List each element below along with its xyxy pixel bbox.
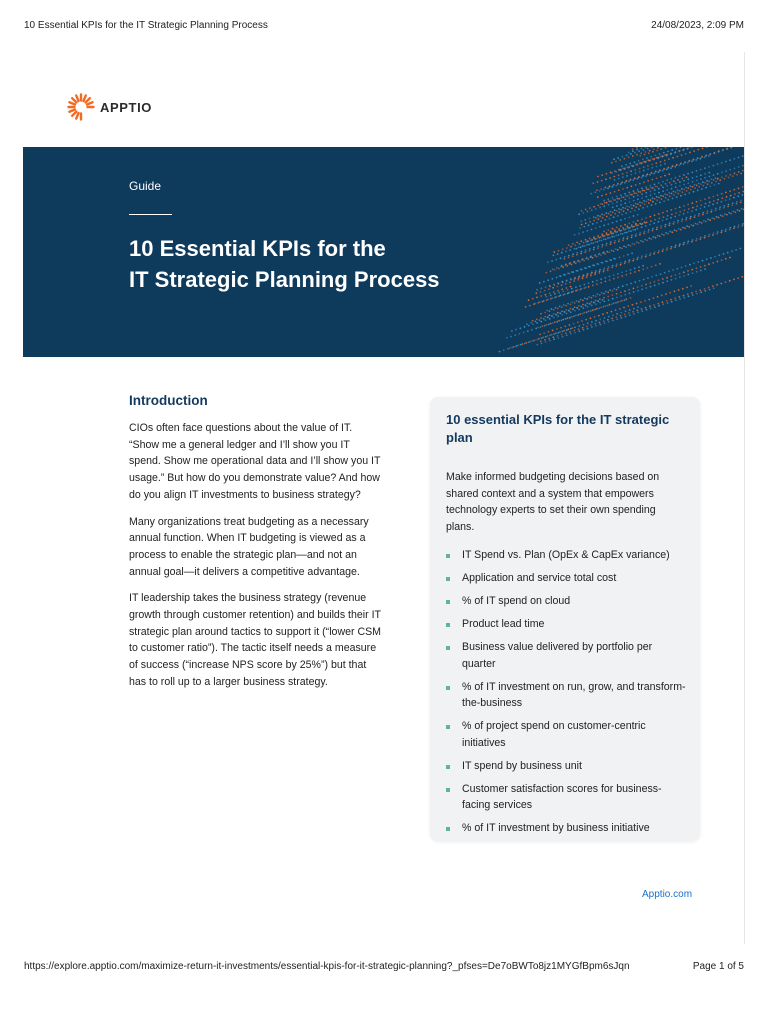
bullet-square-icon <box>446 600 450 604</box>
apptio-logo-text: APPTIO <box>100 99 152 115</box>
introduction-section <box>129 393 384 701</box>
print-header <box>24 20 744 34</box>
kpi-list-item-text: % of project spend on customer-centric initiatives <box>462 720 646 749</box>
kpi-list-item <box>446 679 686 712</box>
bullet-square-icon <box>446 686 450 690</box>
kpi-list-item-text: % of IT spend on cloud <box>462 595 571 607</box>
banner-eyebrow: Guide <box>129 179 162 193</box>
kpi-list-item-text: IT spend by business unit <box>462 759 582 772</box>
print-header-datetime: 24/08/2023, 2:09 PM <box>651 20 744 31</box>
bullet-square-icon <box>446 623 450 627</box>
bullet-square-icon <box>446 725 450 729</box>
kpi-list-item <box>446 718 686 751</box>
apptio-site-link[interactable]: Apptio.com <box>642 889 693 900</box>
kpi-list-item-text: Application and service total cost <box>462 572 617 584</box>
bullet-square-icon <box>446 554 450 558</box>
kpi-list-item-text: % of IT investment on run, grow, and transform-the-business <box>462 680 686 709</box>
kpi-card <box>430 397 700 841</box>
kpi-list-item <box>446 639 686 672</box>
kpi-list-item-text: Product lead time <box>462 618 545 630</box>
introduction-paragraph: Many organizations treat budgeting as a necessary annual function. When IT budgeting is viewed as a process to enable the strategic plan—and not an annual goal—it delivers a competitive advantage. <box>129 515 369 578</box>
hero-banner <box>23 147 744 357</box>
bullet-square-icon <box>446 788 450 792</box>
kpi-list-item-text: IT Spend vs. Plan (OpEx & CapEx variance) <box>462 549 670 561</box>
introduction-heading: Introduction <box>129 393 208 408</box>
print-footer-page: Page 1 of 5 <box>692 961 744 972</box>
introduction-paragraph: CIOs often face questions about the value of IT. “Show me a general ledger and I’ll show you IT spend. Show me operational data and I’ll show you IT usage.” But how do you demonstrate value? And how do you align IT investments to business strategy? <box>129 422 381 501</box>
kpi-list-item <box>446 781 686 814</box>
print-header-title: 10 Essential KPIs for the IT Strategic Planning Process <box>24 20 268 31</box>
page-title-line-1: 10 Essential KPIs for the <box>129 236 386 261</box>
kpi-list <box>446 547 686 837</box>
bullet-square-icon <box>446 577 450 581</box>
apptio-logo[interactable] <box>67 93 152 121</box>
bullet-square-icon <box>446 646 450 650</box>
bullet-square-icon <box>446 827 450 831</box>
kpi-card-title: 10 essential KPIs for the IT strategic plan <box>446 412 670 445</box>
kpi-list-item <box>446 547 686 564</box>
page-title <box>129 233 509 295</box>
apptio-logo-icon <box>67 93 95 121</box>
bullet-square-icon <box>446 765 450 769</box>
introduction-paragraph: IT leadership takes the business strategy (revenue growth through customer retention) and builds their IT strategic plan around tactics to support it (“lower CSM to customer ratio”). The tactic itself needs a measure of success (“increase NPS score by 25%”) but that has to roll up to a larger business strategy. <box>129 592 381 688</box>
page-title-line-2: IT Strategic Planning Process <box>129 267 440 292</box>
kpi-list-item <box>446 593 686 610</box>
print-footer <box>24 961 744 975</box>
kpi-list-item-text: Customer satisfaction scores for business-facing services <box>462 782 662 811</box>
print-footer-url: https://explore.apptio.com/maximize-return-it-investments/essential-kpis-for-it-strategic-planning?_pfses=De7oBWTo8jz1MYGfBpm6sJqn <box>24 961 630 972</box>
kpi-list-item <box>446 570 686 587</box>
kpi-list-item <box>446 758 686 775</box>
banner-divider <box>129 214 172 215</box>
kpi-list-item-text: % of IT investment by business initiative <box>462 822 650 834</box>
kpi-card-lead: Make informed budgeting decisions based on shared context and a system that empowers technology experts to set their own spending plans. <box>446 471 660 533</box>
kpi-list-item-text: Business value delivered by portfolio per quarter <box>462 641 653 670</box>
page-edge <box>744 52 745 944</box>
kpi-list-item <box>446 616 686 633</box>
kpi-list-item <box>446 820 686 837</box>
